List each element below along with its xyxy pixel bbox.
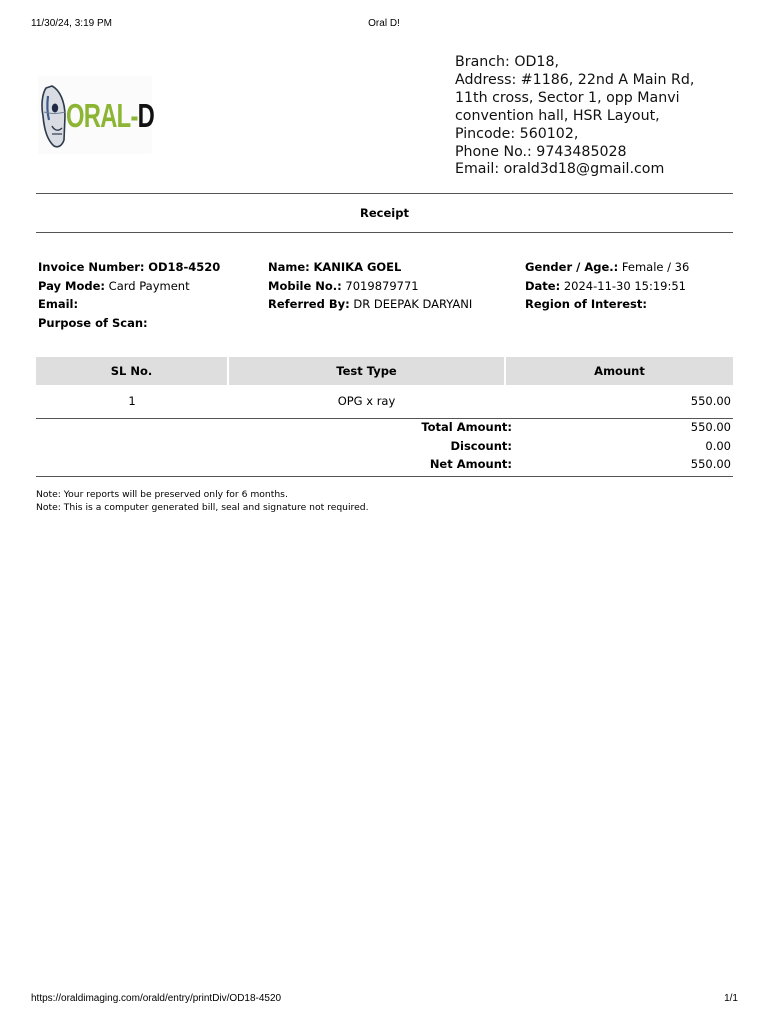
table-header-row (36, 357, 733, 385)
net-amount-label: Net Amount: (429, 457, 512, 471)
print-footer (0, 993, 768, 1007)
note-line: Note: Your reports will be preserved only for 6 months. (36, 489, 288, 500)
branch-address-block (455, 54, 755, 179)
divider (36, 193, 733, 194)
address-line: Address: #1186, 22nd A Main Rd, (455, 71, 695, 88)
patient-info-column (268, 258, 472, 314)
patient-name: Name: KANIKA GOEL (268, 260, 402, 274)
logo-wordmark: ORAL-D (66, 97, 155, 134)
phone-line: Phone No.: 9743485028 (455, 143, 627, 160)
referred-by: Referred By: DR DEEPAK DARYANI (268, 297, 473, 311)
receipt-title: Receipt (360, 206, 409, 220)
address-line: convention hall, HSR Layout, (455, 107, 660, 124)
net-amount-row (36, 457, 733, 476)
print-page-number: 1/1 (724, 993, 738, 1004)
table-row (36, 385, 733, 417)
divider (36, 232, 733, 233)
column-header-sl: SL No. (36, 357, 228, 385)
region-of-interest: Region of Interest: (525, 297, 648, 311)
pay-mode: Pay Mode: Card Payment (38, 278, 190, 293)
email-line: Email: orald3d18@gmail.com (455, 161, 665, 178)
note-line: Note: This is a computer generated bill, seal and signature not required. (36, 501, 369, 513)
print-datetime: 11/30/24, 3:19 PM (31, 18, 112, 29)
branch-line: Branch: OD18, (455, 54, 559, 70)
print-url: https://oraldimaging.com/orald/entry/printDiv/OD18-4520 (31, 993, 282, 1004)
discount-value: 0.00 (705, 438, 731, 453)
invoice-number: Invoice Number: OD18-4520 (38, 260, 221, 274)
cell-sl: 1 (128, 394, 136, 408)
cell-test-type: OPG x ray (337, 394, 396, 408)
oral-d-logo (38, 76, 155, 154)
date: Date: 2024-11-30 15:19:51 (525, 278, 686, 293)
email: Email: (38, 297, 79, 311)
discount-label: Discount: (450, 438, 512, 453)
mobile-number: Mobile No.: 7019879771 (268, 278, 419, 293)
discount-row (36, 439, 733, 458)
column-header-test-type: Test Type (228, 357, 505, 385)
purpose-of-scan: Purpose of Scan: (38, 315, 148, 330)
invoice-info-column (38, 258, 220, 332)
total-amount-value: 550.00 (690, 420, 731, 434)
totals-block (36, 420, 733, 476)
print-header (0, 18, 768, 32)
address-line: 11th cross, Sector 1, opp Manvi (455, 89, 680, 106)
print-page-title: Oral D! (368, 18, 400, 29)
cell-amount: 550.00 (690, 394, 731, 408)
divider (36, 476, 733, 477)
gender-age: Gender / Age.: Female / 36 (525, 260, 690, 274)
net-amount-value: 550.00 (690, 457, 731, 471)
total-amount-row (36, 420, 733, 439)
notes (36, 489, 369, 514)
pincode-line: Pincode: 560102, (455, 125, 579, 142)
tests-table (36, 357, 733, 417)
divider (36, 418, 733, 419)
total-amount-label: Total Amount: (421, 420, 512, 434)
demographics-column (525, 258, 689, 314)
column-header-amount: Amount (505, 357, 733, 385)
